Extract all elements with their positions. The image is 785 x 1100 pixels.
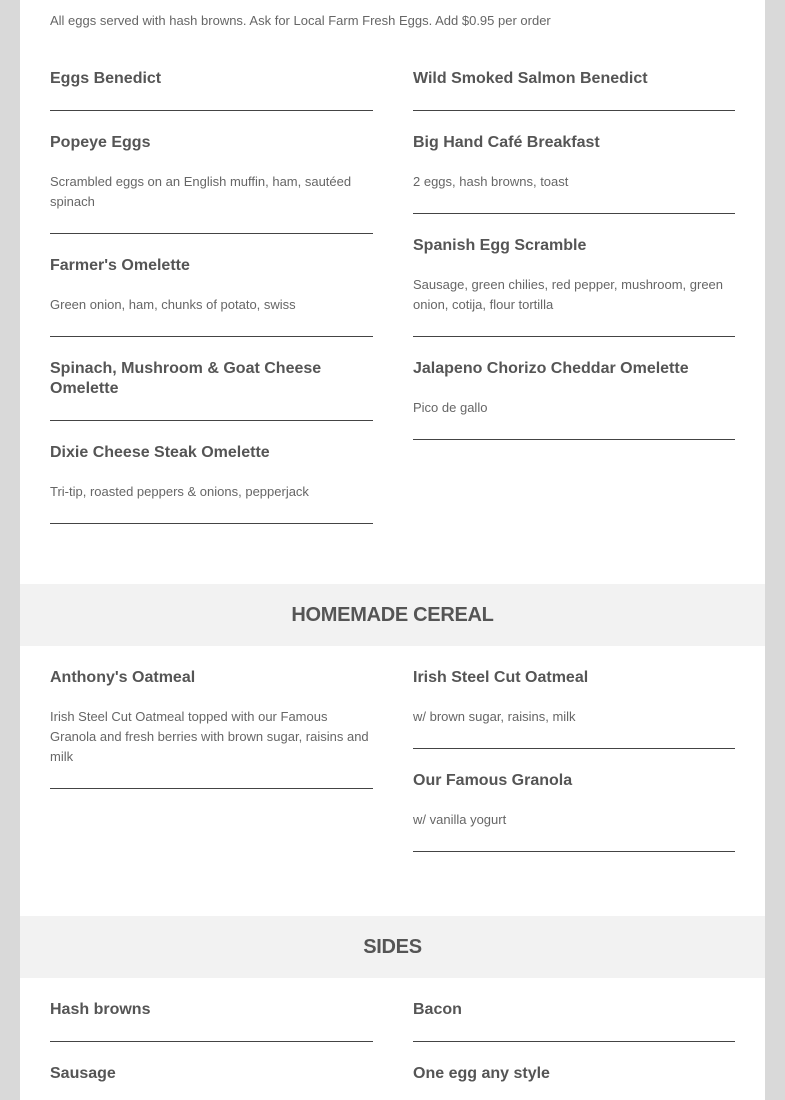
menu-item (50, 234, 373, 337)
sides-right-column (413, 978, 735, 1100)
menu-item-title: Wild Smoked Salmon Benedict (413, 70, 648, 87)
menu-item-title: Farmer's Omelette (50, 257, 190, 274)
menu-item-title: Big Hand Café Breakfast (413, 134, 600, 151)
cereal-heading-band (20, 584, 765, 646)
eggs-section (20, 0, 765, 524)
cereal-section (20, 646, 765, 852)
menu-item-description: Tri-tip, roasted peppers & onions, pepperjack (50, 484, 309, 499)
menu-item (50, 646, 373, 789)
menu-item (50, 111, 373, 234)
menu-item-title: Bacon (413, 1001, 462, 1018)
eggs-left-column (50, 47, 373, 524)
eggs-right-column (413, 47, 735, 524)
menu-item-title: Anthony's Oatmeal (50, 669, 196, 686)
menu-item-description: w/ brown sugar, raisins, milk (413, 709, 576, 724)
menu-item (413, 214, 735, 337)
section-spacer (20, 524, 765, 584)
menu-item-description: Scrambled eggs on an English muffin, ham, sautéed spinach (50, 174, 352, 209)
cereal-columns (50, 646, 735, 852)
menu-item-title: One egg any style (413, 1065, 550, 1082)
menu-item (413, 47, 735, 111)
menu-item-description: Pico de gallo (413, 400, 488, 415)
section-heading-cereal: HOMEMADE CEREAL (291, 603, 494, 626)
menu-item (50, 1042, 373, 1100)
section-spacer (20, 852, 765, 916)
menu-item (50, 421, 373, 524)
eggs-note: All eggs served with hash browns. Ask for Local Farm Fresh Eggs. Add $0.95 per order (50, 13, 551, 28)
menu-page (20, 0, 765, 1100)
sides-section (20, 978, 765, 1100)
menu-item-title: Eggs Benedict (50, 70, 162, 87)
menu-item-title: Spinach, Mushroom & Goat Cheese Omelette (50, 360, 322, 397)
sides-left-column (50, 978, 373, 1100)
menu-item (413, 978, 735, 1042)
menu-item (413, 646, 735, 749)
menu-item (50, 978, 373, 1042)
menu-item (413, 749, 735, 852)
menu-item-description: Sausage, green chilies, red pepper, mushroom, green onion, cotija, flour tortilla (413, 277, 724, 312)
menu-item-title: Our Famous Granola (413, 772, 573, 789)
sides-heading-band (20, 916, 765, 978)
menu-item (50, 337, 373, 421)
cereal-right-column (413, 646, 735, 852)
menu-item-description: 2 eggs, hash browns, toast (413, 174, 569, 189)
menu-item (50, 47, 373, 111)
section-heading-sides: SIDES (363, 935, 422, 958)
menu-item-title: Jalapeno Chorizo Cheddar Omelette (413, 360, 689, 377)
menu-item (413, 337, 735, 440)
menu-item-title: Irish Steel Cut Oatmeal (413, 669, 589, 686)
menu-item-description: Green onion, ham, chunks of potato, swiss (50, 297, 296, 312)
eggs-columns (50, 47, 735, 524)
menu-item-title: Spanish Egg Scramble (413, 237, 587, 254)
menu-item-title: Hash browns (50, 1001, 151, 1018)
menu-item (413, 1042, 735, 1100)
menu-item-title: Popeye Eggs (50, 134, 151, 151)
menu-item (413, 111, 735, 214)
cereal-left-column (50, 646, 373, 852)
menu-item-description: Irish Steel Cut Oatmeal topped with our Famous Granola and fresh berries with brown sugar, raisins and milk (50, 709, 369, 764)
sides-columns (50, 978, 735, 1100)
menu-item-title: Dixie Cheese Steak Omelette (50, 444, 270, 461)
menu-item-title: Sausage (50, 1065, 116, 1082)
menu-item-description: w/ vanilla yogurt (413, 812, 507, 827)
